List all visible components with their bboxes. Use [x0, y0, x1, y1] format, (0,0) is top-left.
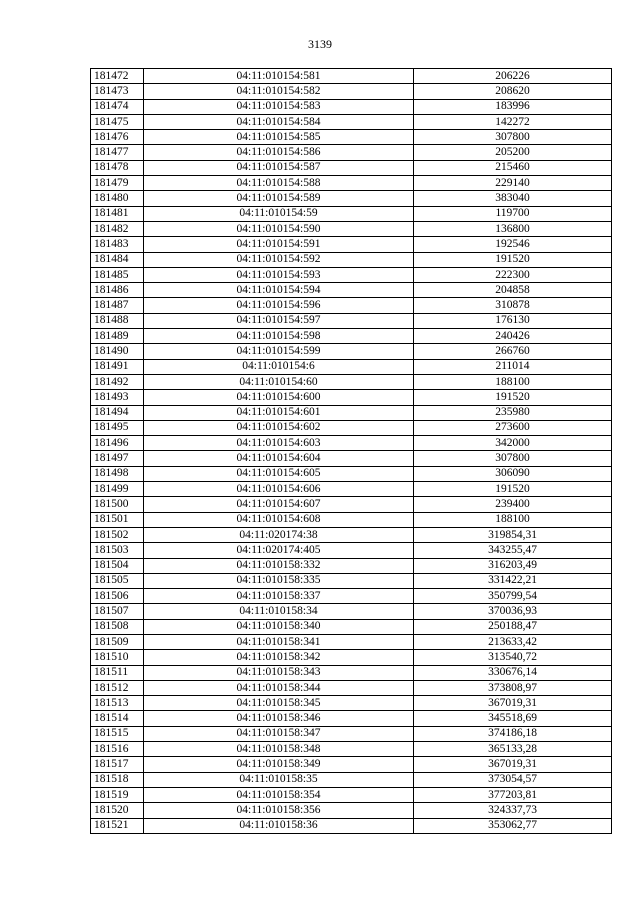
cadastral-number-cell: 04:11:010154:6 — [144, 359, 414, 374]
cadastral-value-cell: 222300 — [414, 267, 612, 282]
row-number-cell: 181491 — [91, 359, 144, 374]
cadastral-value-cell: 307800 — [414, 451, 612, 466]
table-row — [91, 436, 612, 451]
row-number-cell: 181499 — [91, 482, 144, 497]
table-row — [91, 344, 612, 359]
cadastral-number-cell: 04:11:010154:599 — [144, 344, 414, 359]
row-number-cell: 181481 — [91, 206, 144, 221]
row-number-cell: 181484 — [91, 252, 144, 267]
row-number-cell: 181507 — [91, 604, 144, 619]
cadastral-value-cell: 345518,69 — [414, 711, 612, 726]
cadastral-number-cell: 04:11:010158:342 — [144, 650, 414, 665]
row-number-cell: 181521 — [91, 818, 144, 833]
table-row — [91, 160, 612, 175]
cadastral-number-cell: 04:11:010154:597 — [144, 313, 414, 328]
cadastral-value-cell: 373054,57 — [414, 772, 612, 787]
cadastral-number-cell: 04:11:010154:592 — [144, 252, 414, 267]
table-row — [91, 711, 612, 726]
cadastral-number-cell: 04:11:010154:603 — [144, 436, 414, 451]
cadastral-number-cell: 04:11:010154:606 — [144, 482, 414, 497]
cadastral-value-cell: 377203,81 — [414, 787, 612, 802]
cadastral-number-cell: 04:11:010154:60 — [144, 374, 414, 389]
row-number-cell: 181475 — [91, 114, 144, 129]
table-row — [91, 267, 612, 282]
row-number-cell: 181515 — [91, 726, 144, 741]
cadastral-number-cell: 04:11:010158:341 — [144, 634, 414, 649]
cadastral-number-cell: 04:11:010154:604 — [144, 451, 414, 466]
cadastral-number-cell: 04:11:010154:602 — [144, 420, 414, 435]
cadastral-value-cell: 192546 — [414, 237, 612, 252]
row-number-cell: 181478 — [91, 160, 144, 175]
cadastral-value-table — [90, 68, 612, 834]
cadastral-value-cell: 331422,21 — [414, 573, 612, 588]
cadastral-number-cell: 04:11:010158:349 — [144, 757, 414, 772]
row-number-cell: 181514 — [91, 711, 144, 726]
cadastral-value-cell: 250188,47 — [414, 619, 612, 634]
row-number-cell: 181513 — [91, 696, 144, 711]
table-row — [91, 114, 612, 129]
table-row — [91, 99, 612, 114]
table-row — [91, 329, 612, 344]
row-number-cell: 181510 — [91, 650, 144, 665]
cadastral-number-cell: 04:11:010158:332 — [144, 558, 414, 573]
table-row — [91, 818, 612, 833]
cadastral-value-cell: 191520 — [414, 252, 612, 267]
row-number-cell: 181512 — [91, 680, 144, 695]
cadastral-number-cell: 04:11:010158:36 — [144, 818, 414, 833]
cadastral-value-cell: 191520 — [414, 390, 612, 405]
row-number-cell: 181500 — [91, 497, 144, 512]
table-row — [91, 252, 612, 267]
cadastral-value-cell: 365133,28 — [414, 742, 612, 757]
row-number-cell: 181473 — [91, 84, 144, 99]
cadastral-value-cell: 319854,31 — [414, 527, 612, 542]
table-row — [91, 206, 612, 221]
cadastral-value-cell: 176130 — [414, 313, 612, 328]
table-row — [91, 604, 612, 619]
cadastral-value-cell: 343255,47 — [414, 543, 612, 558]
cadastral-number-cell: 04:11:010154:600 — [144, 390, 414, 405]
row-number-cell: 181480 — [91, 191, 144, 206]
table-row — [91, 803, 612, 818]
cadastral-value-cell: 136800 — [414, 221, 612, 236]
cadastral-value-cell: 330676,14 — [414, 665, 612, 680]
page-number: 3139 — [308, 37, 332, 51]
cadastral-number-cell: 04:11:010158:340 — [144, 619, 414, 634]
table-row — [91, 543, 612, 558]
table-row — [91, 619, 612, 634]
table-row — [91, 680, 612, 695]
cadastral-number-cell: 04:11:010154:591 — [144, 237, 414, 252]
cadastral-number-cell: 04:11:010154:596 — [144, 298, 414, 313]
cadastral-number-cell: 04:11:010154:608 — [144, 512, 414, 527]
table-row — [91, 665, 612, 680]
cadastral-number-cell: 04:11:010154:593 — [144, 267, 414, 282]
cadastral-number-cell: 04:11:010158:348 — [144, 742, 414, 757]
row-number-cell: 181479 — [91, 176, 144, 191]
cadastral-value-cell: 310878 — [414, 298, 612, 313]
cadastral-number-cell: 04:11:010154:605 — [144, 466, 414, 481]
row-number-cell: 181493 — [91, 390, 144, 405]
row-number-cell: 181509 — [91, 634, 144, 649]
cadastral-value-cell: 383040 — [414, 191, 612, 206]
cadastral-value-cell: 239400 — [414, 497, 612, 512]
row-number-cell: 181511 — [91, 665, 144, 680]
cadastral-value-cell: 208620 — [414, 84, 612, 99]
row-number-cell: 181490 — [91, 344, 144, 359]
cadastral-number-cell: 04:11:010158:346 — [144, 711, 414, 726]
row-number-cell: 181483 — [91, 237, 144, 252]
table-row — [91, 221, 612, 236]
cadastral-value-cell: 342000 — [414, 436, 612, 451]
row-number-cell: 181506 — [91, 589, 144, 604]
row-number-cell: 181488 — [91, 313, 144, 328]
cadastral-value-cell: 211014 — [414, 359, 612, 374]
row-number-cell: 181518 — [91, 772, 144, 787]
cadastral-number-cell: 04:11:010158:337 — [144, 589, 414, 604]
row-number-cell: 181495 — [91, 420, 144, 435]
cadastral-number-cell: 04:11:010158:344 — [144, 680, 414, 695]
cadastral-number-cell: 04:11:010154:584 — [144, 114, 414, 129]
cadastral-number-cell: 04:11:010154:588 — [144, 176, 414, 191]
table-row — [91, 237, 612, 252]
table-row — [91, 298, 612, 313]
cadastral-value-cell: 215460 — [414, 160, 612, 175]
row-number-cell: 181477 — [91, 145, 144, 160]
row-number-cell: 181485 — [91, 267, 144, 282]
row-number-cell: 181517 — [91, 757, 144, 772]
cadastral-number-cell: 04:11:010154:598 — [144, 329, 414, 344]
cadastral-value-cell: 240426 — [414, 329, 612, 344]
table-row — [91, 451, 612, 466]
table-row — [91, 512, 612, 527]
cadastral-value-cell: 350799,54 — [414, 589, 612, 604]
row-number-cell: 181472 — [91, 69, 144, 84]
table-row — [91, 283, 612, 298]
cadastral-value-cell: 191520 — [414, 482, 612, 497]
cadastral-value-cell: 316203,49 — [414, 558, 612, 573]
row-number-cell: 181504 — [91, 558, 144, 573]
cadastral-value-cell: 374186,18 — [414, 726, 612, 741]
cadastral-number-cell: 04:11:010154:590 — [144, 221, 414, 236]
cadastral-number-cell: 04:11:010158:356 — [144, 803, 414, 818]
row-number-cell: 181520 — [91, 803, 144, 818]
cadastral-number-cell: 04:11:010154:587 — [144, 160, 414, 175]
table-row — [91, 69, 612, 84]
row-number-cell: 181482 — [91, 221, 144, 236]
row-number-cell: 181503 — [91, 543, 144, 558]
cadastral-number-cell: 04:11:010158:335 — [144, 573, 414, 588]
row-number-cell: 181497 — [91, 451, 144, 466]
cadastral-value-cell: 183996 — [414, 99, 612, 114]
cadastral-number-cell: 04:11:010158:345 — [144, 696, 414, 711]
row-number-cell: 181494 — [91, 405, 144, 420]
cadastral-value-cell: 324337,73 — [414, 803, 612, 818]
cadastral-value-cell: 367019,31 — [414, 696, 612, 711]
cadastral-number-cell: 04:11:010158:347 — [144, 726, 414, 741]
cadastral-value-cell: 205200 — [414, 145, 612, 160]
row-number-cell: 181489 — [91, 329, 144, 344]
table-row — [91, 650, 612, 665]
row-number-cell: 181501 — [91, 512, 144, 527]
cadastral-number-cell: 04:11:010154:586 — [144, 145, 414, 160]
row-number-cell: 181498 — [91, 466, 144, 481]
row-number-cell: 181492 — [91, 374, 144, 389]
table-row — [91, 757, 612, 772]
cadastral-number-cell: 04:11:010158:354 — [144, 787, 414, 802]
table-row — [91, 84, 612, 99]
cadastral-value-cell: 266760 — [414, 344, 612, 359]
table-row — [91, 726, 612, 741]
cadastral-number-cell: 04:11:010154:583 — [144, 99, 414, 114]
table-row — [91, 390, 612, 405]
cadastral-value-cell: 229140 — [414, 176, 612, 191]
cadastral-value-cell: 213633,42 — [414, 634, 612, 649]
table-row — [91, 130, 612, 145]
cadastral-value-cell: 370036,93 — [414, 604, 612, 619]
cadastral-value-cell: 206226 — [414, 69, 612, 84]
cadastral-value-cell: 188100 — [414, 512, 612, 527]
cadastral-value-cell: 353062,77 — [414, 818, 612, 833]
table-row — [91, 589, 612, 604]
table-row — [91, 405, 612, 420]
cadastral-value-cell: 373808,97 — [414, 680, 612, 695]
cadastral-number-cell: 04:11:010158:34 — [144, 604, 414, 619]
cadastral-number-cell: 04:11:010158:35 — [144, 772, 414, 787]
cadastral-value-cell: 307800 — [414, 130, 612, 145]
cadastral-number-cell: 04:11:010154:585 — [144, 130, 414, 145]
row-number-cell: 181502 — [91, 527, 144, 542]
row-number-cell: 181496 — [91, 436, 144, 451]
table-row — [91, 359, 612, 374]
row-number-cell: 181516 — [91, 742, 144, 757]
cadastral-value-cell: 119700 — [414, 206, 612, 221]
table-row — [91, 634, 612, 649]
table-row — [91, 420, 612, 435]
table-row — [91, 145, 612, 160]
table-row — [91, 482, 612, 497]
table-row — [91, 191, 612, 206]
cadastral-number-cell: 04:11:010154:594 — [144, 283, 414, 298]
cadastral-value-cell: 188100 — [414, 374, 612, 389]
cadastral-number-cell: 04:11:010154:581 — [144, 69, 414, 84]
table-row — [91, 466, 612, 481]
table-body — [91, 69, 612, 834]
cadastral-value-cell: 367019,31 — [414, 757, 612, 772]
table-row — [91, 176, 612, 191]
cadastral-value-cell: 306090 — [414, 466, 612, 481]
row-number-cell: 181487 — [91, 298, 144, 313]
cadastral-number-cell: 04:11:010154:601 — [144, 405, 414, 420]
table-row — [91, 374, 612, 389]
row-number-cell: 181474 — [91, 99, 144, 114]
cadastral-number-cell: 04:11:010158:343 — [144, 665, 414, 680]
cadastral-number-cell: 04:11:020174:405 — [144, 543, 414, 558]
cadastral-value-cell: 204858 — [414, 283, 612, 298]
row-number-cell: 181505 — [91, 573, 144, 588]
table-row — [91, 696, 612, 711]
cadastral-value-cell: 313540,72 — [414, 650, 612, 665]
cadastral-value-cell: 235980 — [414, 405, 612, 420]
cadastral-number-cell: 04:11:010154:582 — [144, 84, 414, 99]
row-number-cell: 181519 — [91, 787, 144, 802]
table-row — [91, 787, 612, 802]
row-number-cell: 181508 — [91, 619, 144, 634]
row-number-cell: 181486 — [91, 283, 144, 298]
cadastral-number-cell: 04:11:010154:589 — [144, 191, 414, 206]
cadastral-value-cell: 142272 — [414, 114, 612, 129]
table-row — [91, 573, 612, 588]
cadastral-number-cell: 04:11:020174:38 — [144, 527, 414, 542]
cadastral-number-cell: 04:11:010154:607 — [144, 497, 414, 512]
row-number-cell: 181476 — [91, 130, 144, 145]
table-row — [91, 772, 612, 787]
table-row — [91, 742, 612, 757]
table-row — [91, 313, 612, 328]
cadastral-value-cell: 273600 — [414, 420, 612, 435]
table-row — [91, 497, 612, 512]
cadastral-number-cell: 04:11:010154:59 — [144, 206, 414, 221]
table-row — [91, 558, 612, 573]
table-row — [91, 527, 612, 542]
